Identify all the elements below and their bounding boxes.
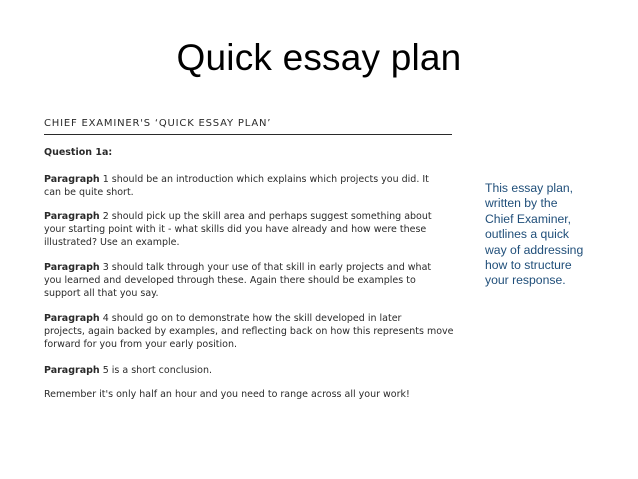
side-note-line-4: outlines a quick	[485, 227, 570, 242]
side-note-line-2: written by the	[485, 196, 558, 211]
heading-divider	[44, 134, 452, 135]
paragraph-1-line-1-text: 1 should be an introduction which explains which projects you did. It	[99, 174, 429, 185]
paragraph-4-lead: Paragraph	[44, 313, 100, 324]
paragraph-3-line-2: you learned and developed through these. Again there should be examples to	[44, 275, 416, 286]
paragraph-4-line-1	[44, 312, 464, 325]
paragraph-3-line-1-text: 3 should talk through your use of that skill in early projects and what	[99, 262, 432, 273]
paragraph-5-line-1	[44, 364, 464, 377]
paragraph-1-line-2: can be quite short.	[44, 187, 134, 198]
paragraph-5-line-1-text: 5 is a short conclusion.	[99, 365, 213, 376]
slide-title: Quick essay plan	[176, 37, 462, 78]
paragraph-2	[44, 210, 464, 249]
paragraph-3-line-1	[44, 261, 464, 274]
paragraph-4-line-3: forward for you from your early position.	[44, 339, 238, 350]
paragraph-2-lead: Paragraph	[44, 211, 100, 222]
paragraph-4-line-1-text: 4 should go on to demonstrate how the skill developed in later	[99, 313, 402, 324]
paragraph-3-lead: Paragraph	[44, 262, 100, 273]
document-heading: CHIEF EXAMINER'S ‘QUICK ESSAY PLAN’	[44, 118, 272, 129]
side-note-line-6: how to structure	[485, 258, 572, 273]
side-note-line-1: This essay plan,	[485, 181, 574, 195]
question-label: Question 1a:	[44, 147, 113, 158]
side-note-line-3: Chief Examiner,	[485, 211, 572, 226]
essay-plan-document	[44, 117, 464, 401]
paragraph-3	[44, 261, 464, 300]
paragraph-4-line-2: projects, again backed by examples, and reflecting back on how this represents move	[44, 326, 454, 337]
side-note-line-5: way of addressing	[485, 242, 584, 257]
paragraph-2-line-2: your starting point with it - what skills did you have already and how were these	[44, 224, 427, 235]
paragraph-1-line-1	[44, 173, 464, 186]
paragraph-5	[44, 364, 464, 377]
paragraph-5-lead: Paragraph	[44, 365, 100, 376]
paragraph-4	[44, 312, 464, 351]
paragraph-2-line-1-text: 2 should pick up the skill area and perhaps suggest something about	[99, 211, 432, 222]
paragraph-1	[44, 173, 464, 199]
paragraph-3-line-3: support all that you say.	[44, 288, 159, 299]
paragraph-2-line-1	[44, 210, 464, 223]
closing-reminder: Remember it's only half an hour and you need to range across all your work!	[44, 389, 410, 400]
side-note	[485, 181, 625, 289]
paragraph-1-lead: Paragraph	[44, 174, 100, 185]
side-note-line-7: your response.	[485, 273, 566, 288]
paragraph-2-line-3: illustrated? Use an example.	[44, 237, 180, 248]
